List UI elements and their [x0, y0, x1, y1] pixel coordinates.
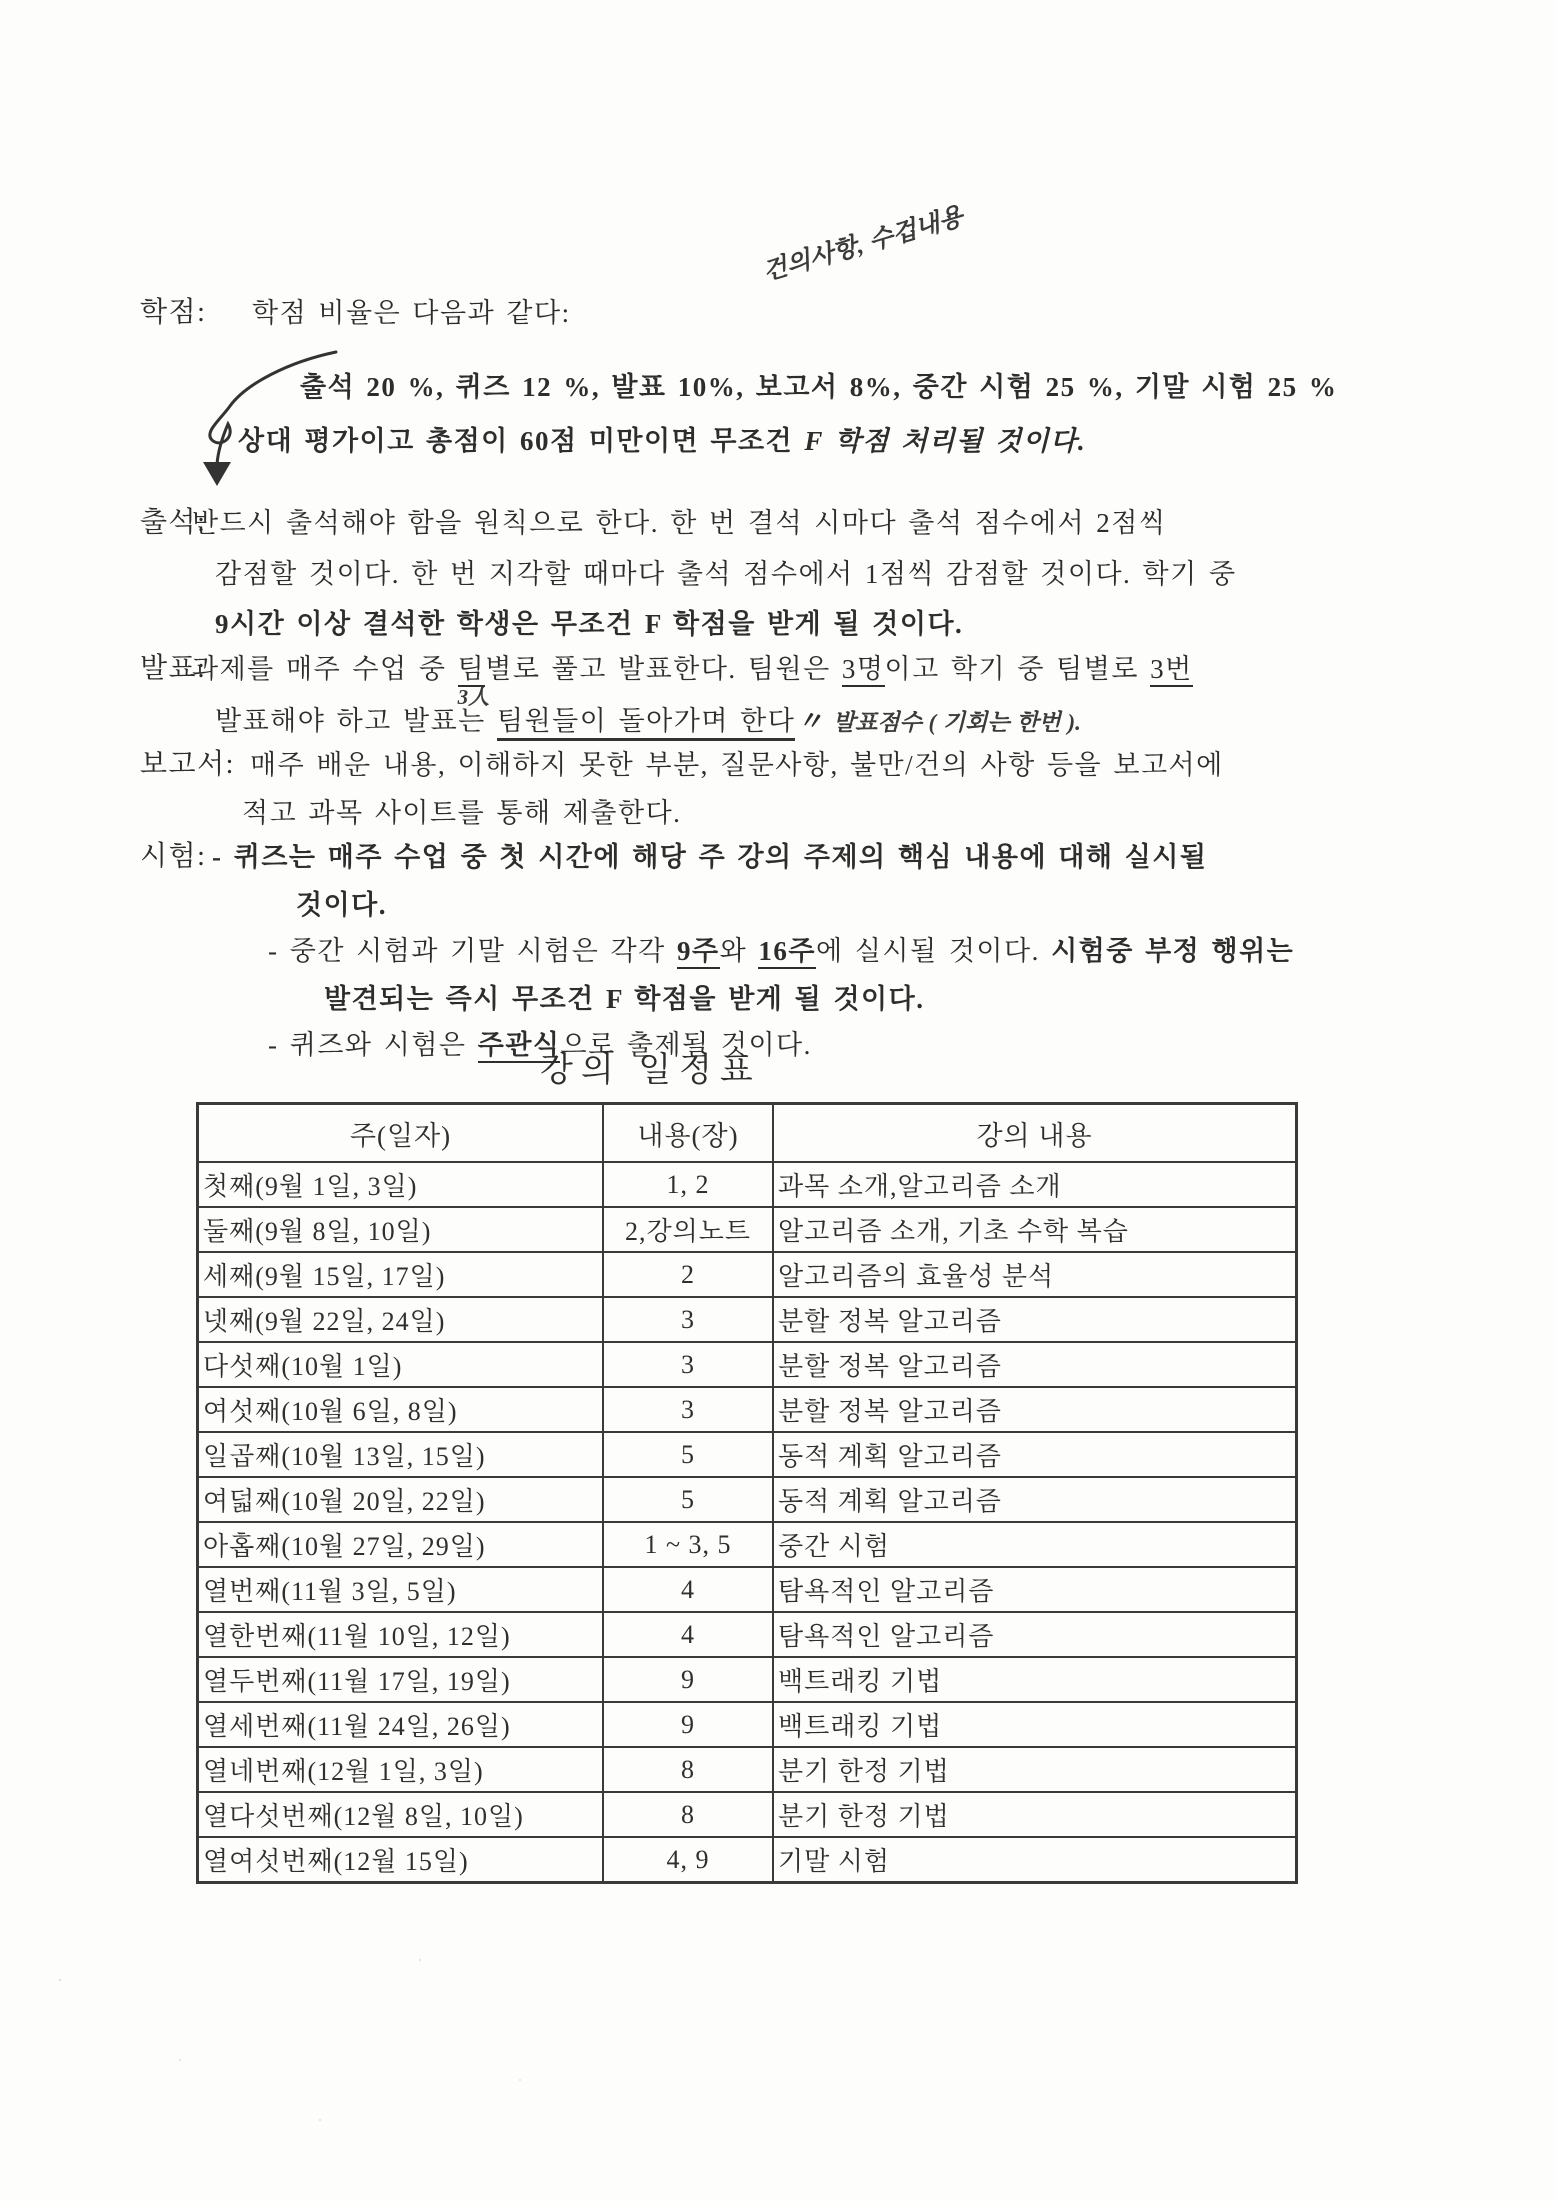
cell-topic: 분기 한정 기법: [773, 1747, 1297, 1792]
table-row: [198, 1612, 1297, 1657]
cell-topic: 동적 계획 알고리즘: [773, 1432, 1297, 1477]
handwritten-presentation-score-note: 발표점수 ( 기회는 한번 ).: [832, 710, 1081, 735]
header-week: 주(일자): [198, 1104, 604, 1163]
report-line-2: 적고 과목 사이트를 통해 제출한다.: [242, 798, 682, 828]
exam-label: 시험:: [140, 841, 207, 872]
cell-topic: 백트래킹 기법: [773, 1702, 1297, 1747]
exam-quiz-line-2: 것이다.: [296, 890, 387, 920]
table-row: [198, 1387, 1297, 1432]
cell-topic: 과목 소개,알고리즘 소개: [773, 1162, 1297, 1207]
cell-week: 일곱째(10월 13일, 15일): [198, 1432, 604, 1477]
cell-week: 열여섯번째(12월 15일): [198, 1837, 604, 1883]
cell-week: 열한번째(11월 10일, 12일): [198, 1612, 604, 1657]
report-label: 보고서:: [140, 749, 235, 780]
table-row: [198, 1297, 1297, 1342]
cell-topic: 알고리즘 소개, 기초 수학 복습: [773, 1207, 1297, 1252]
grade-label: 학점:: [140, 297, 207, 328]
presentation-l1-mid1: 별로 풀고 발표한다. 팀원은: [485, 654, 842, 684]
table-row: [198, 1522, 1297, 1567]
exam-format-pre: - 퀴즈와 시험은: [268, 1030, 478, 1060]
exam-mid-and: 와: [719, 936, 759, 966]
header-row: [198, 1104, 1297, 1163]
attendance-label: 출석:: [140, 507, 207, 538]
exam-midterm-line: [268, 934, 1294, 968]
exam-format-subjective: 주관식: [478, 1030, 561, 1063]
cell-week: 열네번째(12월 1일, 3일): [198, 1747, 604, 1792]
cell-week: 열번째(11월 3일, 5일): [198, 1567, 604, 1612]
cell-chapters: 3: [603, 1342, 773, 1387]
presentation-l2-pre: 발표해야 하고 발표는: [215, 706, 497, 736]
cell-chapters: 1 ~ 3, 5: [603, 1522, 773, 1567]
cell-topic: 중간 시험: [773, 1522, 1297, 1567]
attendance-line-2: 감점할 것이다. 한 번 지각할 때마다 출석 점수에서 1점씩 감점할 것이다. 학기 중: [215, 559, 1237, 589]
schedule-table-head: [198, 1104, 1297, 1163]
grade-intro: 학점 비율은 다음과 같다:: [252, 298, 571, 328]
cell-chapters: 1, 2: [603, 1162, 773, 1207]
cell-topic: 동적 계획 알고리즘: [773, 1477, 1297, 1522]
handwritten-top-note: 건의사항, 수겁내용: [760, 203, 967, 287]
grade-relative-prefix: 상대 평가이고 총점이 60점 미만이면 무조건: [238, 426, 805, 456]
cell-chapters: 8: [603, 1747, 773, 1792]
cell-topic: 알고리즘의 효율성 분석: [773, 1252, 1297, 1297]
table-row: [198, 1342, 1297, 1387]
curved-arrow-icon: [168, 336, 348, 496]
table-row: [198, 1207, 1297, 1252]
cell-chapters: 9: [603, 1657, 773, 1702]
table-row: [198, 1657, 1297, 1702]
cell-topic: 탐욕적인 알고리즘: [773, 1567, 1297, 1612]
schedule-table-body: [198, 1162, 1297, 1883]
team-word: 팀: [458, 654, 486, 687]
header-topic: 강의 내용: [773, 1104, 1297, 1163]
cell-topic: 분할 정복 알고리즘: [773, 1342, 1297, 1387]
table-row: [198, 1792, 1297, 1837]
cell-topic: 분기 한정 기법: [773, 1792, 1297, 1837]
cell-week: 열세번째(11월 24일, 26일): [198, 1702, 604, 1747]
team-members-count: 3명: [842, 654, 885, 687]
cell-week: 여섯째(10월 6일, 8일): [198, 1387, 604, 1432]
cell-chapters: 2: [603, 1252, 773, 1297]
cell-topic: 백트래킹 기법: [773, 1657, 1297, 1702]
cell-chapters: 5: [603, 1477, 773, 1522]
attendance-line-3: 9시간 이상 결석한 학생은 무조건 F 학점을 받게 될 것이다.: [215, 609, 964, 639]
schedule-table: [196, 1102, 1298, 1884]
cell-week: 아홉째(10월 27일, 29일): [198, 1522, 604, 1567]
cell-week: 열다섯번째(12월 8일, 10일): [198, 1792, 604, 1837]
exam-cheating-warning: 시험중 부정 행위는: [1051, 936, 1295, 966]
exam-midterm-line-2: 발견되는 즉시 무조건 F 학점을 받게 될 것이다.: [324, 984, 925, 1014]
cell-week: 첫째(9월 1일, 3일): [198, 1162, 604, 1207]
cell-chapters: 3: [603, 1297, 773, 1342]
header-chapters: 내용(장): [603, 1104, 773, 1163]
cell-topic: 기말 시험: [773, 1837, 1297, 1883]
presentation-times-count: 3번: [1150, 654, 1193, 687]
exam-quiz-line-1: - 퀴즈는 매주 수업 중 첫 시간에 해당 주 강의 주제의 핵심 내용에 대해 실시될: [212, 842, 1208, 872]
cell-topic: 분할 정복 알고리즘: [773, 1387, 1297, 1432]
presentation-l1-mid2: 이고 학기 중 팀별로: [884, 654, 1151, 684]
cell-week: 다섯째(10월 1일): [198, 1342, 604, 1387]
insertion-mark-icon: 〃: [796, 704, 830, 739]
cell-topic: 분할 정복 알고리즘: [773, 1297, 1297, 1342]
exam-format-post: 으로 출제될 것이다.: [560, 1030, 812, 1060]
rotation-underlined-phrase: 팀원들이 돌아가며 한다: [497, 706, 795, 741]
cell-chapters: 5: [603, 1432, 773, 1477]
cell-chapters: 3: [603, 1387, 773, 1432]
exam-week16: 16주: [758, 936, 816, 969]
cell-week: 여덟째(10월 20일, 22일): [198, 1477, 604, 1522]
cell-chapters: 4: [603, 1567, 773, 1612]
exam-week9: 9주: [677, 936, 720, 969]
cell-week: 둘째(9월 8일, 10일): [198, 1207, 604, 1252]
presentation-line-2: [215, 704, 1081, 740]
table-row: [198, 1477, 1297, 1522]
table-row: [198, 1432, 1297, 1477]
cell-topic: 탐욕적인 알고리즘: [773, 1612, 1297, 1657]
table-row: [198, 1837, 1297, 1883]
handwritten-team-size-note: 3人: [457, 685, 490, 709]
cell-week: 넷째(9월 22일, 24일): [198, 1297, 604, 1342]
cell-week: 열두번째(11월 17일, 19일): [198, 1657, 604, 1702]
cell-chapters: 4, 9: [603, 1837, 773, 1883]
cell-chapters: 8: [603, 1792, 773, 1837]
exam-mid-post: 에 실시될 것이다.: [816, 936, 1052, 966]
report-line-1: 매주 배운 내용, 이해하지 못한 부분, 질문사항, 불만/건의 사항 등을 보고서에: [250, 750, 1224, 780]
table-row: [198, 1567, 1297, 1612]
cell-chapters: 9: [603, 1702, 773, 1747]
cell-chapters: 4: [603, 1612, 773, 1657]
grade-relative-line: [238, 424, 1086, 458]
grade-breakdown: 출석 20 %, 퀴즈 12 %, 발표 10%, 보고서 8%, 중간 시험 25 %, 기말 시험 25 %: [300, 372, 1338, 402]
attendance-line-1: 반드시 출석해야 함을 원칙으로 한다. 한 번 결석 시마다 출석 점수에서 2점씩: [192, 508, 1167, 538]
grade-relative-italic: F 학점 처리될 것이다.: [804, 426, 1087, 456]
schedule-title: 강의 일정표: [540, 1052, 761, 1089]
cell-week: 세째(9월 15일, 17일): [198, 1252, 604, 1297]
table-row: [198, 1747, 1297, 1792]
presentation-label: 발표:: [140, 653, 207, 684]
presentation-line-1: [192, 652, 1193, 709]
presentation-l1-pre: 과제를 매주 수업 중: [192, 654, 458, 684]
cell-chapters: 2,강의노트: [603, 1207, 773, 1252]
table-row: [198, 1702, 1297, 1747]
table-row: [198, 1162, 1297, 1207]
table-row: [198, 1252, 1297, 1297]
exam-mid-pre: - 중간 시험과 기말 시험은 각각: [268, 936, 677, 966]
